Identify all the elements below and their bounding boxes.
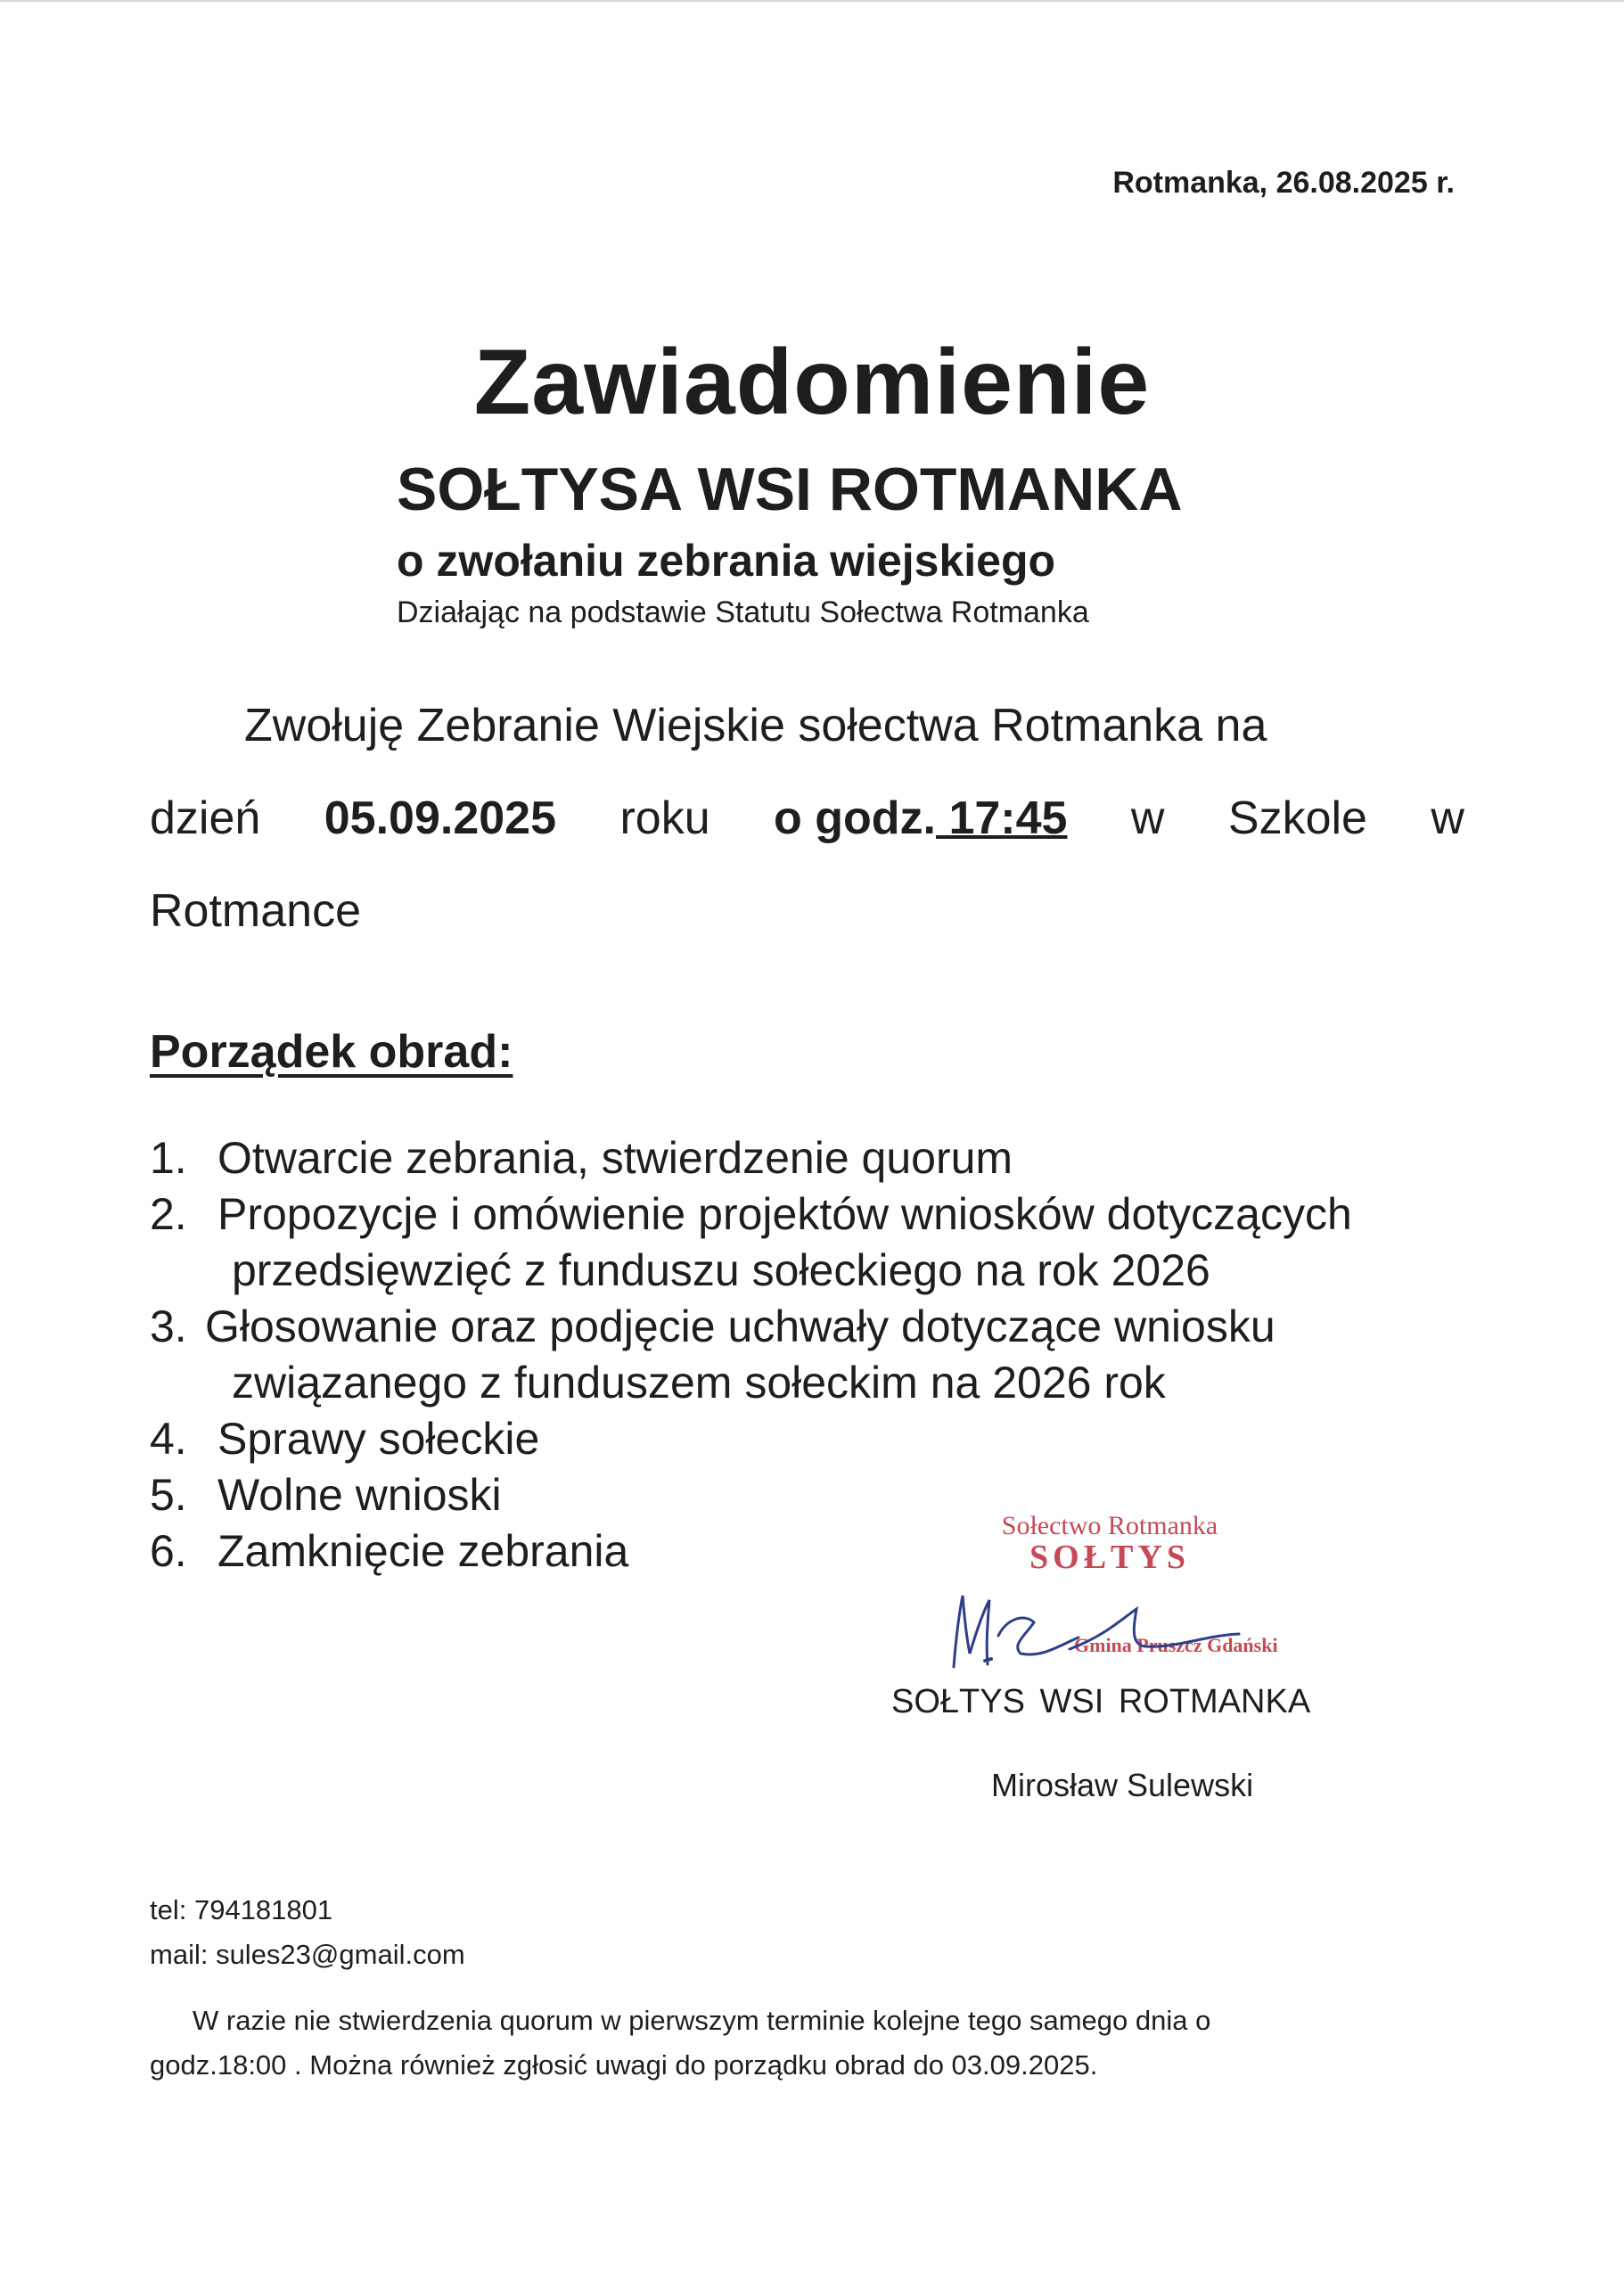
agenda-item-number: 2. (150, 1189, 187, 1239)
word-dzien: dzień (150, 792, 261, 844)
quorum-note (150, 1999, 1433, 2088)
announcement-line-2 (150, 772, 1464, 865)
agenda-item-text: Wolne wnioski (217, 1470, 502, 1520)
agenda-item-text: Propozycje i omówienie projektów wniosków dotyczących (217, 1189, 1352, 1239)
agenda-item-number: 4. (150, 1414, 187, 1464)
word-szkole: Szkole (1227, 792, 1367, 844)
agenda-item-text: Otwarcie zebrania, stwierdzenie quorum (217, 1133, 1013, 1183)
word-w: w (1130, 792, 1165, 844)
stamp-line-3: Gmina Pruszcz Gdański (1074, 1634, 1278, 1656)
note-line-1: W razie nie stwierdzenia quorum w pierwszym terminie kolejne tego samego dnia o (193, 2005, 1211, 2036)
stamp-line-1: Sołectwo Rotmanka (1001, 1511, 1218, 1540)
time-value: 17:45 (936, 792, 1068, 844)
agenda-item-text-continued: przedsięwzięć z funduszu sołeckiego na rok 2026 (232, 1245, 1210, 1295)
stamp-line-2: SOŁTYS (1029, 1539, 1190, 1576)
meeting-date: 05.09.2025 (324, 792, 557, 844)
document-subject: o zwołaniu zebrania wiejskiego (397, 536, 1056, 586)
legal-basis: Działając na podstawie Statutu Sołectwa Rotmanka (397, 595, 1089, 629)
agenda-list (150, 1130, 1478, 1580)
agenda-item (150, 1523, 1478, 1580)
word-godz: o godz. (774, 792, 936, 844)
scan-edge-line (0, 0, 1624, 2)
announcement-line-3: Rotmance (150, 885, 361, 937)
agenda-item-text: Zamknięcie zebrania (217, 1526, 629, 1576)
agenda-item-number: 6. (150, 1526, 187, 1576)
contact-email: mail: sules23@gmail.com (150, 1939, 465, 1970)
announcement-paragraph (150, 679, 1464, 957)
contact-phone: tel: 794181801 (150, 1894, 333, 1925)
note-line-2: godz.18:00 . Można również zgłosić uwagi do porządku obrad do 03.09.2025. (150, 2049, 1098, 2081)
agenda-item-number: 3. (150, 1301, 187, 1351)
contact-info (150, 1888, 465, 1977)
agenda-item (150, 1299, 1478, 1355)
place-date: Rotmanka, 26.08.2025 r. (1112, 166, 1455, 200)
agenda-item-text: Sprawy sołeckie (217, 1414, 540, 1464)
agenda-heading: Porządek obrad: (150, 1026, 513, 1078)
signatory-name: Mirosław Sulewski (991, 1767, 1254, 1803)
announcement-line-1: Zwołuję Zebranie Wiejskie sołectwa Rotmanka na (244, 700, 1267, 751)
agenda-item-continuation (150, 1355, 1478, 1411)
meeting-time (774, 772, 1067, 865)
official-stamp (976, 1511, 1243, 1577)
agenda-item-text: Głosowanie oraz podjęcie uchwały dotyczące wniosku (205, 1301, 1275, 1351)
word-w-2: w (1431, 792, 1464, 844)
document-subtitle: SOŁTYSA WSI ROTMANKA (397, 456, 1183, 523)
agenda-item-number: 1. (150, 1133, 187, 1183)
document-title: Zawiadomienie (473, 331, 1151, 434)
agenda-item (150, 1411, 1478, 1467)
handwritten-signature (936, 1582, 1278, 1680)
signatory-office: SOŁTYS WSI ROTMANKA (891, 1683, 1311, 1720)
agenda-item-continuation (150, 1243, 1478, 1299)
agenda-item (150, 1186, 1478, 1243)
agenda-item (150, 1130, 1478, 1186)
word-roku: roku (619, 792, 710, 844)
agenda-item-text-continued: związanego z funduszem sołeckim na 2026 rok (232, 1358, 1166, 1408)
agenda-item (150, 1467, 1478, 1523)
agenda-item-number: 5. (150, 1470, 187, 1520)
